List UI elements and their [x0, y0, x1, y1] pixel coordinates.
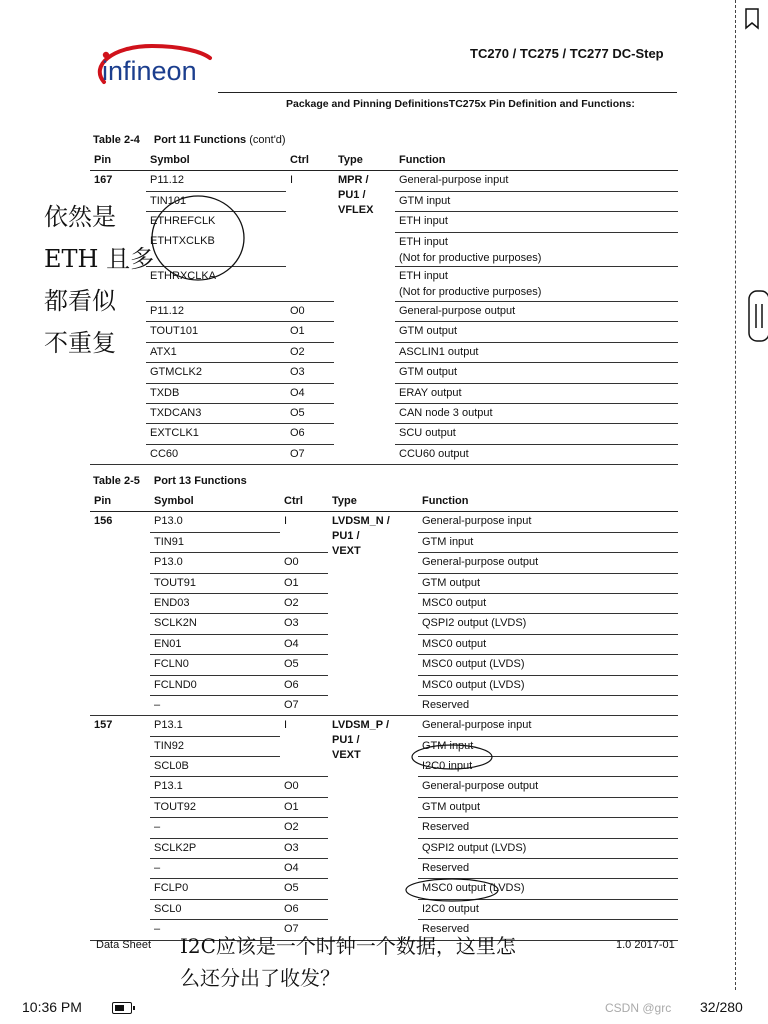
status-time: 10:36 PM — [22, 999, 82, 1015]
ctrl-cell: O0 — [280, 553, 328, 573]
ctrl-cell: O3 — [280, 838, 328, 858]
ctrl-cell: O7 — [280, 920, 328, 940]
ctrl-cell: O3 — [286, 363, 334, 383]
function-cell: GTM input — [418, 532, 678, 552]
pin-cell: 156 — [90, 512, 150, 716]
logo-text: infineon — [102, 56, 197, 86]
ctrl-cell: O3 — [280, 614, 328, 634]
handwritten-line: 不重复 — [44, 329, 116, 357]
function-cell: MSC0 output — [418, 593, 678, 613]
function-cell: MSC0 output (LVDS) — [418, 655, 678, 675]
symbol-cell: TIN92 — [150, 736, 280, 756]
function-cell: ERAY output — [395, 383, 678, 403]
type-line: VFLEX — [338, 204, 374, 217]
symbol-cell: TOUT92 — [150, 797, 280, 817]
symbol-cell: TIN91 — [150, 532, 280, 552]
symbol-cell: SCLK2N — [150, 614, 280, 634]
symbol-cell: ETHREFCLK — [150, 215, 216, 228]
function-cell: ETH input — [395, 212, 678, 232]
handwritten-line: ETH 且多 — [44, 245, 155, 273]
header-ctrl: Ctrl — [286, 151, 334, 171]
ctrl-cell: O5 — [280, 655, 328, 675]
type-line: LVDSM_P / — [332, 719, 390, 732]
symbol-cell: CC60 — [146, 444, 286, 464]
pin-cell: 167 — [90, 171, 146, 465]
function-cell: GTM output — [418, 573, 678, 593]
symbol-cell: P13.0 — [150, 512, 280, 532]
header-type: Type — [334, 151, 395, 171]
function-cell: Reserved — [418, 859, 678, 879]
function-cell: CAN node 3 output — [395, 404, 678, 424]
symbol-cell: TXDB — [146, 383, 286, 403]
symbol-cell: P11.12 — [146, 302, 286, 322]
type-line: VEXT — [332, 545, 361, 558]
ctrl-cell: O7 — [286, 444, 334, 464]
function-cell: General-purpose input — [418, 512, 678, 532]
function-line: ETH input — [399, 270, 448, 283]
type-line: MPR / — [338, 174, 369, 187]
symbol-cell: END03 — [150, 593, 280, 613]
ctrl-cell: O1 — [280, 573, 328, 593]
function-cell: GTM output — [395, 322, 678, 342]
symbol-cell: – — [150, 695, 280, 715]
symbol-cell: TIN101 — [146, 191, 286, 211]
symbol-cell: ETHRXCLKA — [146, 267, 286, 302]
symbol-cell: TOUT91 — [150, 573, 280, 593]
function-line: (Not for productive purposes) — [399, 251, 542, 264]
header-function: Function — [418, 492, 678, 512]
function-cell: CCU60 output — [395, 444, 678, 464]
function-cell: QSPI2 output (LVDS) — [418, 838, 678, 858]
ctrl-cell: O4 — [286, 383, 334, 403]
ctrl-cell: O5 — [286, 404, 334, 424]
symbol-cell: – — [150, 920, 280, 940]
pin-cell: 157 — [90, 716, 150, 940]
symbol-cell: ATX1 — [146, 342, 286, 362]
ctrl-cell: O1 — [286, 322, 334, 342]
function-cell: GTM input — [418, 736, 678, 756]
ctrl-cell: O2 — [280, 593, 328, 613]
table2-caption-title: Port 13 Functions — [153, 475, 247, 487]
ctrl-cell: O2 — [286, 342, 334, 362]
symbol-cell: P11.12 — [146, 171, 286, 191]
function-cell: General-purpose input — [418, 716, 678, 736]
document-title: TC270 / TC275 / TC277 DC-Step — [470, 46, 664, 61]
table2-caption-number: Table 2-5 — [93, 475, 140, 487]
ctrl-cell: O7 — [280, 695, 328, 715]
function-cell: General-purpose output — [418, 777, 678, 797]
footer-datasheet-label: Data Sheet — [96, 939, 152, 951]
function-line: (Not for productive purposes) — [399, 286, 542, 299]
symbol-cell: P13.0 — [150, 553, 280, 573]
symbol-cell: FCLND0 — [150, 675, 280, 695]
symbol-cell: – — [150, 818, 280, 838]
type-line: PU1 / — [338, 189, 366, 202]
table1-caption-suffix: (cont'd) — [249, 134, 286, 146]
function-cell: I2C0 input — [418, 757, 678, 777]
function-cell: QSPI2 output (LVDS) — [418, 614, 678, 634]
section-title: Package and Pinning DefinitionsTC275x Pin Definition and Functions: — [286, 98, 635, 110]
symbol-cell: FCLP0 — [150, 879, 280, 899]
symbol-cell: ETHTXCLKB — [146, 232, 286, 267]
type-line: PU1 / — [332, 530, 360, 543]
ctrl-cell: O0 — [280, 777, 328, 797]
function-cell: General-purpose input — [395, 171, 678, 191]
function-cell: ASCLIN1 output — [395, 342, 678, 362]
function-cell: MSC0 output (LVDS) — [418, 675, 678, 695]
function-cell: GTM input — [395, 191, 678, 211]
ctrl-cell: O4 — [280, 634, 328, 654]
function-cell: GTM output — [418, 797, 678, 817]
function-cell: Reserved — [418, 920, 678, 940]
symbol-cell: TOUT101 — [146, 322, 286, 342]
symbol-cell: TXDCAN3 — [146, 404, 286, 424]
function-cell: MSC0 output (LVDS) — [418, 879, 678, 899]
function-cell: MSC0 output — [418, 634, 678, 654]
ctrl-cell: O2 — [280, 818, 328, 838]
header-function: Function — [395, 151, 678, 171]
symbol-cell: SCL0B — [150, 757, 280, 777]
function-line: ETH input — [399, 235, 448, 248]
ctrl-cell: O5 — [280, 879, 328, 899]
ctrl-cell: I — [286, 171, 334, 302]
handwritten-line: 么还分出了收发？ — [180, 966, 340, 990]
symbol-cell: GTMCLK2 — [146, 363, 286, 383]
ctrl-cell: O4 — [280, 859, 328, 879]
function-cell: General-purpose output — [418, 553, 678, 573]
ctrl-cell: O6 — [280, 675, 328, 695]
type-line: VEXT — [332, 749, 361, 762]
symbol-cell: P13.1 — [150, 777, 280, 797]
symbol-cell: SCLK2P — [150, 838, 280, 858]
page-counter: 32/280 — [700, 999, 743, 1015]
symbol-cell: SCL0 — [150, 899, 280, 919]
symbol-cell: EXTCLK1 — [146, 424, 286, 444]
ctrl-cell: O0 — [286, 302, 334, 322]
watermark: CSDN @grc — [605, 1001, 672, 1015]
header-pin: Pin — [90, 151, 146, 171]
function-cell: General-purpose output — [395, 302, 678, 322]
ink-circle-eth — [152, 196, 244, 280]
ink-circle-i2c-input — [412, 745, 492, 769]
scroll-handle-icon[interactable] — [748, 290, 768, 342]
type-line: PU1 / — [332, 734, 360, 747]
header-symbol: Symbol — [150, 492, 280, 512]
type-line: LVDSM_N / — [332, 515, 390, 528]
function-cell: Reserved — [418, 818, 678, 838]
ctrl-cell: I — [280, 512, 328, 553]
function-cell: GTM output — [395, 363, 678, 383]
header-symbol: Symbol — [146, 151, 286, 171]
footer-version: 1.0 2017-01 — [616, 939, 675, 951]
bookmark-icon[interactable] — [744, 8, 760, 30]
symbol-cell: FCLN0 — [150, 655, 280, 675]
header-pin: Pin — [90, 492, 150, 512]
table1-caption-title: Port 11 Functions — [153, 134, 247, 146]
handwritten-line: 都看似 — [44, 287, 116, 315]
symbol-cell: EN01 — [150, 634, 280, 654]
header-type: Type — [328, 492, 418, 512]
symbol-cell: – — [150, 859, 280, 879]
function-cell: SCU output — [395, 424, 678, 444]
function-cell: Reserved — [418, 695, 678, 715]
ink-circle-i2c-output — [406, 879, 498, 901]
handwritten-line: I2C应该是一个时钟一个数据，这里怎 — [180, 934, 516, 958]
function-cell: I2C0 output — [418, 899, 678, 919]
ctrl-cell: O1 — [280, 797, 328, 817]
handwritten-line: 依然是 — [44, 203, 116, 231]
table1-caption-number: Table 2-4 — [93, 134, 140, 146]
symbol-cell: P13.1 — [150, 716, 280, 736]
ctrl-cell: O6 — [286, 424, 334, 444]
ctrl-cell: I — [280, 716, 328, 777]
battery-icon — [112, 1002, 132, 1014]
ctrl-cell: O6 — [280, 899, 328, 919]
header-ctrl: Ctrl — [280, 492, 328, 512]
